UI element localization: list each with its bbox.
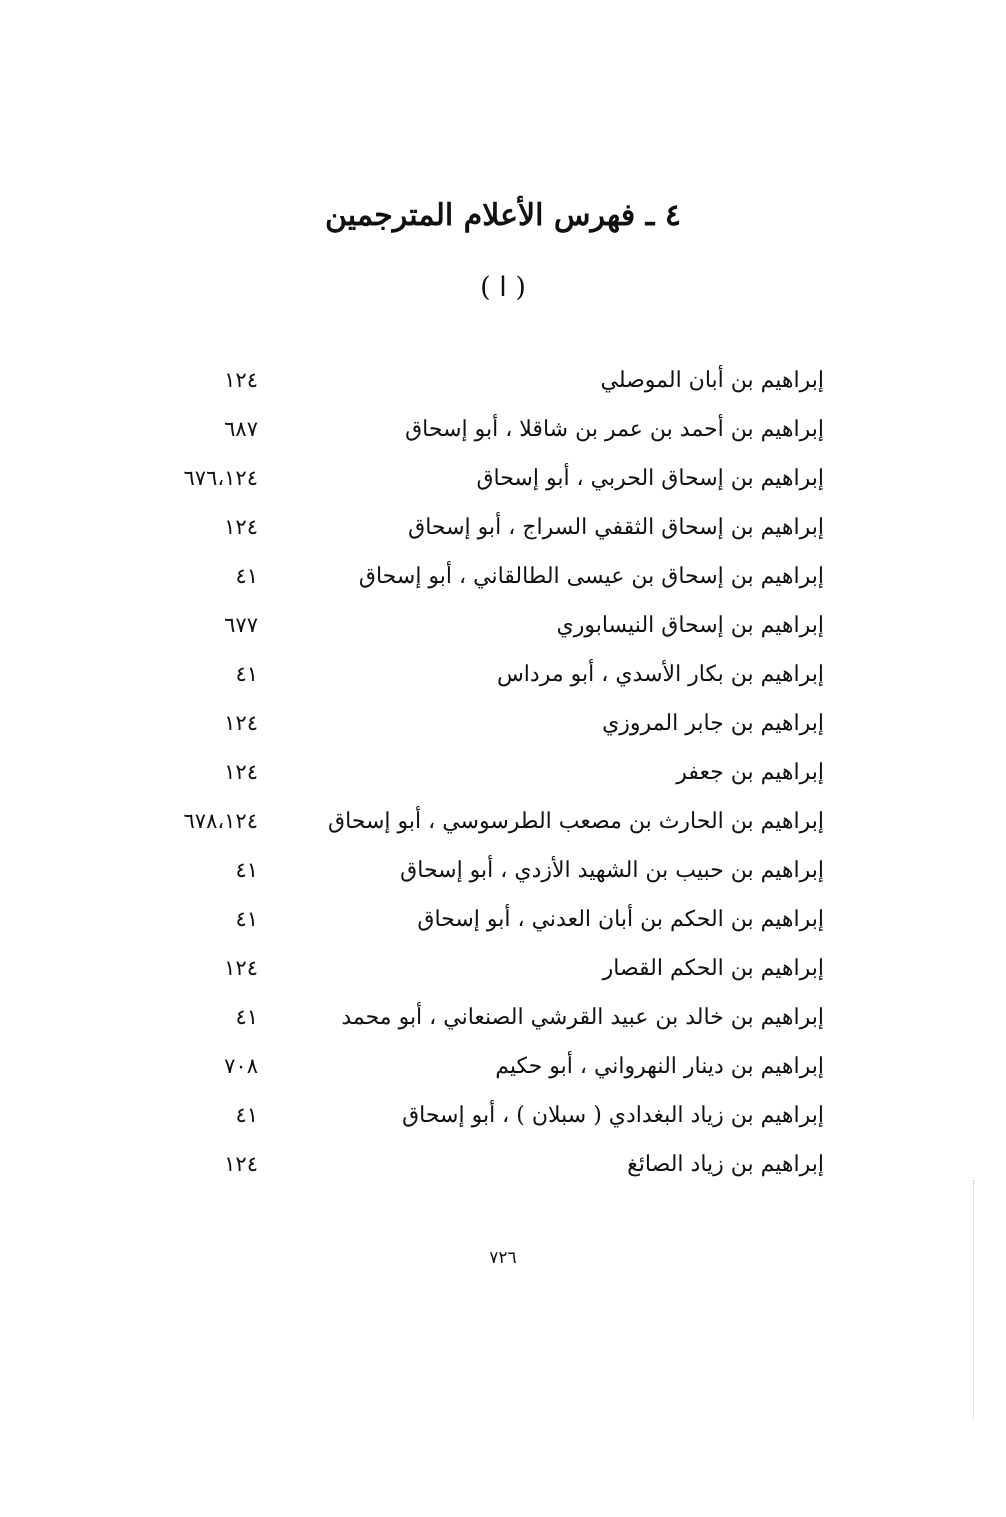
index-entry — [0, 797, 1006, 846]
entry-name: إبراهيم بن زياد الصائغ — [627, 1152, 824, 1177]
entry-pages: ٤١ — [235, 662, 258, 686]
index-entry — [0, 503, 1006, 552]
entry-name: إبراهيم بن زياد البغدادي ( سبلان ) ، أبو إسحاق — [402, 1103, 824, 1128]
entry-pages: ٦٧٨،١٢٤ — [183, 809, 258, 833]
entry-name: إبراهيم بن الحارث بن مصعب الطرسوسي ، أبو إسحاق — [328, 809, 824, 834]
entry-pages: ٤١ — [235, 1005, 258, 1029]
entry-name: إبراهيم بن جابر المروزي — [602, 711, 824, 736]
entry-name: إبراهيم بن دينار النهرواني ، أبو حكيم — [495, 1054, 824, 1079]
index-entry — [0, 552, 1006, 601]
entry-pages: ٦٧٦،١٢٤ — [183, 466, 258, 490]
entry-name: إبراهيم بن جعفر — [676, 760, 824, 785]
index-entry — [0, 699, 1006, 748]
index-entry — [0, 993, 1006, 1042]
entry-pages: ٦٨٧ — [224, 417, 258, 441]
index-entry — [0, 1091, 1006, 1140]
entry-name: إبراهيم بن الحكم القصار — [602, 956, 824, 981]
entry-name: إبراهيم بن إسحاق الثقفي السراج ، أبو إسحاق — [408, 515, 824, 540]
entry-pages: ١٢٤ — [224, 711, 258, 735]
index-entries — [0, 356, 1006, 1196]
index-entry — [0, 895, 1006, 944]
entry-pages: ١٢٤ — [224, 515, 258, 539]
entry-pages: ٤١ — [235, 907, 258, 931]
entry-name: إبراهيم بن حبيب بن الشهيد الأزدي ، أبو إسحاق — [400, 858, 824, 883]
entry-name: إبراهيم بن إسحاق الحربي ، أبو إسحاق — [476, 466, 824, 491]
index-entry — [0, 454, 1006, 503]
index-entry — [0, 1140, 1006, 1189]
entry-name: إبراهيم بن الحكم بن أبان العدني ، أبو إسحاق — [417, 907, 824, 932]
entry-name: إبراهيم بن إسحاق بن عيسى الطالقاني ، أبو إسحاق — [358, 564, 824, 589]
index-entry — [0, 846, 1006, 895]
entry-pages: ١٢٤ — [224, 368, 258, 392]
index-entry — [0, 356, 1006, 405]
entry-name: إبراهيم بن خالد بن عبيد القرشي الصنعاني ، أبو محمد — [341, 1005, 824, 1030]
entry-name: إبراهيم بن أبان الموصلي — [600, 368, 824, 393]
section-letter-heading: ( ا ) — [480, 272, 526, 303]
entry-name: إبراهيم بن إسحاق النيسابوري — [556, 613, 824, 638]
page-number: ٧٢٦ — [489, 1248, 517, 1268]
entry-pages: ٧٠٨ — [224, 1054, 258, 1078]
entry-pages: ٦٧٧ — [224, 613, 258, 637]
index-entry — [0, 944, 1006, 993]
entry-name: إبراهيم بن أحمد بن عمر بن شاقلا ، أبو إسحاق — [405, 417, 824, 442]
index-entry — [0, 650, 1006, 699]
entry-pages: ١٢٤ — [224, 956, 258, 980]
entry-pages: ١٢٤ — [224, 1152, 258, 1176]
entry-pages: ٤١ — [235, 564, 258, 588]
index-entry — [0, 601, 1006, 650]
entry-pages: ٤١ — [235, 858, 258, 882]
entry-name: إبراهيم بن بكار الأسدي ، أبو مرداس — [496, 662, 824, 687]
index-entry — [0, 1042, 1006, 1091]
entry-pages: ٤١ — [235, 1103, 258, 1127]
entry-pages: ١٢٤ — [224, 760, 258, 784]
index-entry — [0, 748, 1006, 797]
index-entry — [0, 405, 1006, 454]
scan-edge-mark — [972, 1180, 974, 1420]
index-title: ٤ ـ فهرس الأعلام المترجمين — [324, 198, 682, 233]
